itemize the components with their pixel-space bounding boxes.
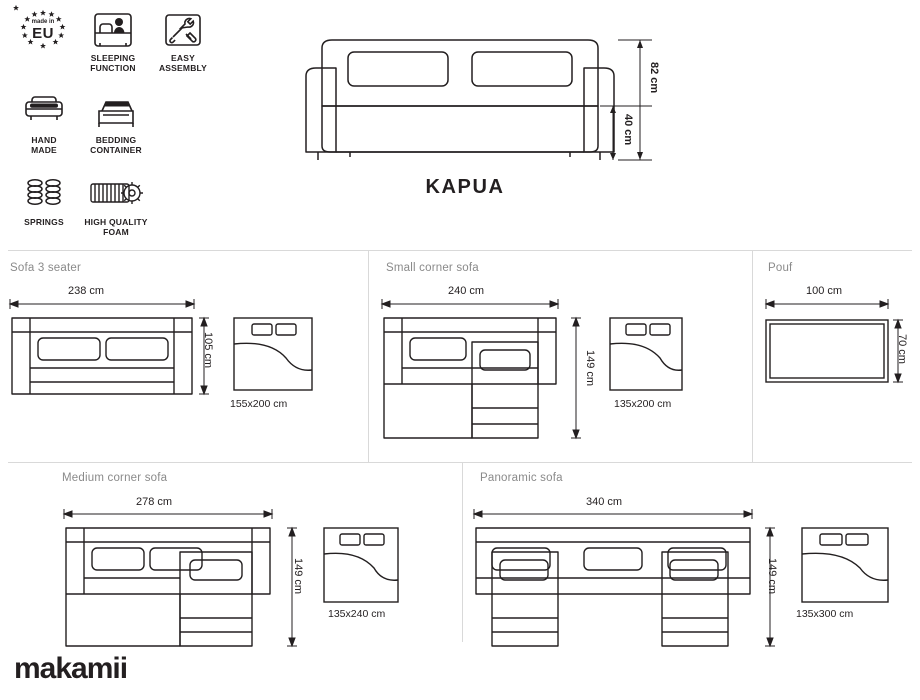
divider-vertical-2 — [752, 250, 753, 462]
badge-row-3 — [8, 172, 218, 254]
sofa-3-seater-bed-label: 155x200 cm — [230, 398, 288, 410]
small-corner-sofa-drawing — [380, 296, 710, 446]
sofa-3-seater-width-label: 238 cm — [68, 285, 105, 297]
section-title-sofa-3-seater: Sofa 3 seater — [10, 262, 82, 274]
hand-made-icon — [21, 90, 67, 134]
badge-sleeping-function-label: SLEEPING FUNCTION — [90, 53, 136, 73]
small-corner-width-label: 240 cm — [448, 285, 485, 297]
section-title-medium-corner-sofa: Medium corner sofa — [62, 472, 168, 484]
brand-logo — [14, 652, 127, 686]
badge-bedding-container-label: BEDDING CONTAINER — [90, 135, 142, 155]
pouf-depth-label: 70 cm — [896, 334, 908, 364]
badge-springs-label: SPRINGS — [24, 217, 64, 227]
pouf-drawing — [762, 296, 912, 406]
medium-corner-sofa-drawing — [60, 506, 400, 656]
badge-row-1 — [8, 8, 218, 90]
hero-height-label: 82 cm — [648, 62, 660, 94]
sofa-3-seater-depth-label: 105 cm — [202, 332, 214, 369]
small-corner-bed-label: 135x200 cm — [614, 398, 672, 410]
hero-seat-height-label: 40 cm — [622, 114, 634, 146]
pouf-width-label: 100 cm — [806, 285, 843, 297]
section-title-small-corner-sofa: Small corner sofa — [386, 262, 479, 274]
section-title-pouf: Pouf — [768, 262, 793, 274]
small-corner-depth-label: 149 cm — [584, 350, 596, 387]
badge-row-2 — [8, 90, 218, 172]
divider-vertical-1 — [368, 250, 369, 462]
medium-corner-bed-label: 135x240 cm — [328, 608, 386, 620]
badge-eu-label: EU — [32, 25, 54, 42]
badge-high-quality-foam-label: HIGH QUALITY FOAM — [84, 217, 148, 237]
divider-top — [8, 250, 912, 251]
hero-sofa-drawing — [300, 10, 700, 180]
divider-vertical-3 — [462, 462, 463, 642]
badge-made-in-label: made in — [31, 19, 55, 25]
medium-corner-width-label: 278 cm — [136, 496, 173, 508]
easy-assembly-icon — [162, 8, 204, 52]
sofa-3-seater-drawing — [8, 296, 328, 406]
page-title: KAPUA — [425, 176, 505, 198]
sleeping-function-icon — [92, 8, 134, 52]
badge-hand-made-label: HAND MADE — [31, 135, 57, 155]
eu-stars-icon — [16, 8, 70, 52]
medium-corner-depth-label: 149 cm — [292, 558, 304, 595]
badge-easy-assembly — [148, 8, 218, 90]
panoramic-width-label: 340 cm — [586, 496, 623, 508]
badge-hand-made — [8, 90, 80, 172]
feature-badges — [8, 8, 218, 254]
badge-bedding-container — [80, 90, 152, 172]
section-title-panoramic-sofa: Panoramic sofa — [480, 472, 563, 484]
panoramic-sofa-drawing — [470, 506, 910, 656]
springs-icon — [22, 172, 66, 216]
panoramic-depth-label: 149 cm — [766, 558, 778, 595]
brand-logo-text: makamii — [14, 652, 128, 685]
high-quality-foam-icon — [87, 172, 145, 216]
badge-easy-assembly-label: EASY ASSEMBLY — [158, 53, 208, 73]
badge-made-in-eu — [8, 8, 78, 90]
panoramic-bed-label: 135x300 cm — [796, 608, 854, 620]
divider-middle — [8, 462, 912, 463]
badge-springs — [8, 172, 80, 254]
badge-high-quality-foam — [80, 172, 152, 254]
badge-sleeping-function — [78, 8, 148, 90]
bedding-container-icon — [93, 90, 139, 134]
